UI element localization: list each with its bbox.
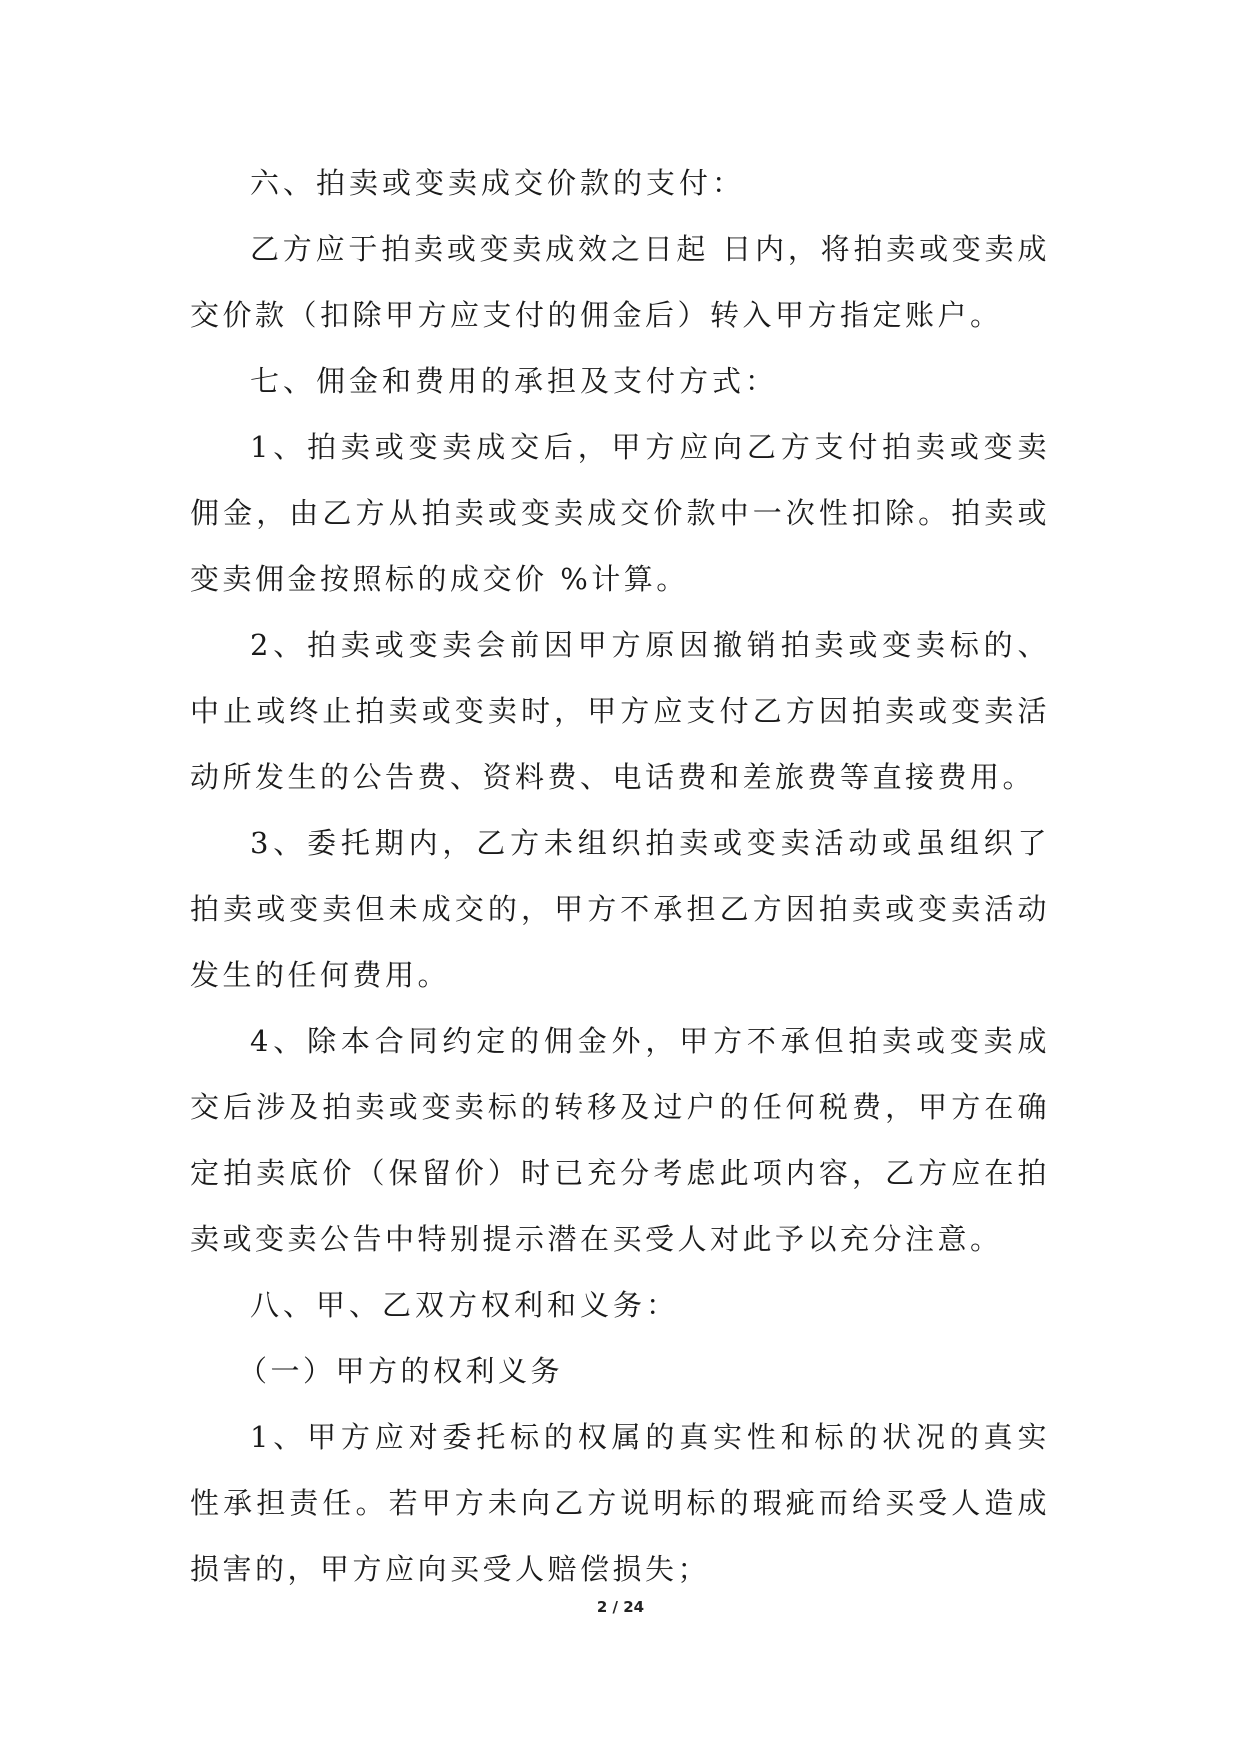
section-heading-8: 八、甲、乙双方权利和义务：	[250, 1288, 680, 1322]
section-heading-6: 六、拍卖或变卖成交价款的支付：	[250, 166, 746, 200]
page-number: 2 / 24	[596, 1598, 645, 1616]
document-body	[190, 150, 1050, 1602]
paragraph: 2、拍卖或变卖会前因甲方原因撤销拍卖或变卖标的、中止或终止拍卖或变卖时，甲方应支付乙方因拍卖或变卖活动所发生的公告费、资料费、电话费和差旅费等直接费用。	[190, 628, 1050, 794]
subsection-heading: （一）甲方的权利义务	[238, 1354, 564, 1388]
paragraph: 3、委托期内，乙方未组织拍卖或变卖活动或虽组织了拍卖或变卖但未成交的，甲方不承担乙方因拍卖或变卖活动发生的任何费用。	[190, 826, 1050, 992]
paragraph: 4、除本合同约定的佣金外，甲方不承但拍卖或变卖成交后涉及拍卖或变卖标的转移及过户的任何税费，甲方在确定拍卖底价（保留价）时已充分考虑此项内容，乙方应在拍卖或变卖公告中特别提示潜在买受人对此予以充分注意。	[190, 1024, 1050, 1256]
paragraph: 1、甲方应对委托标的权属的真实性和标的状况的真实性承担责任。若甲方未向乙方说明标的瑕疵而给买受人造成损害的，甲方应向买受人赔偿损失；	[190, 1420, 1050, 1586]
paragraph: 乙方应于拍卖或变卖成效之日起 日内，将拍卖或变卖成交价款（扣除甲方应支付的佣金后）转入甲方指定账户。	[190, 232, 1050, 332]
paragraph: 1、拍卖或变卖成交后，甲方应向乙方支付拍卖或变卖佣金，由乙方从拍卖或变卖成交价款中一次性扣除。拍卖或变卖佣金按照标的成交价 %计算。	[190, 430, 1050, 596]
section-heading-7: 七、佣金和费用的承担及支付方式：	[250, 364, 779, 398]
